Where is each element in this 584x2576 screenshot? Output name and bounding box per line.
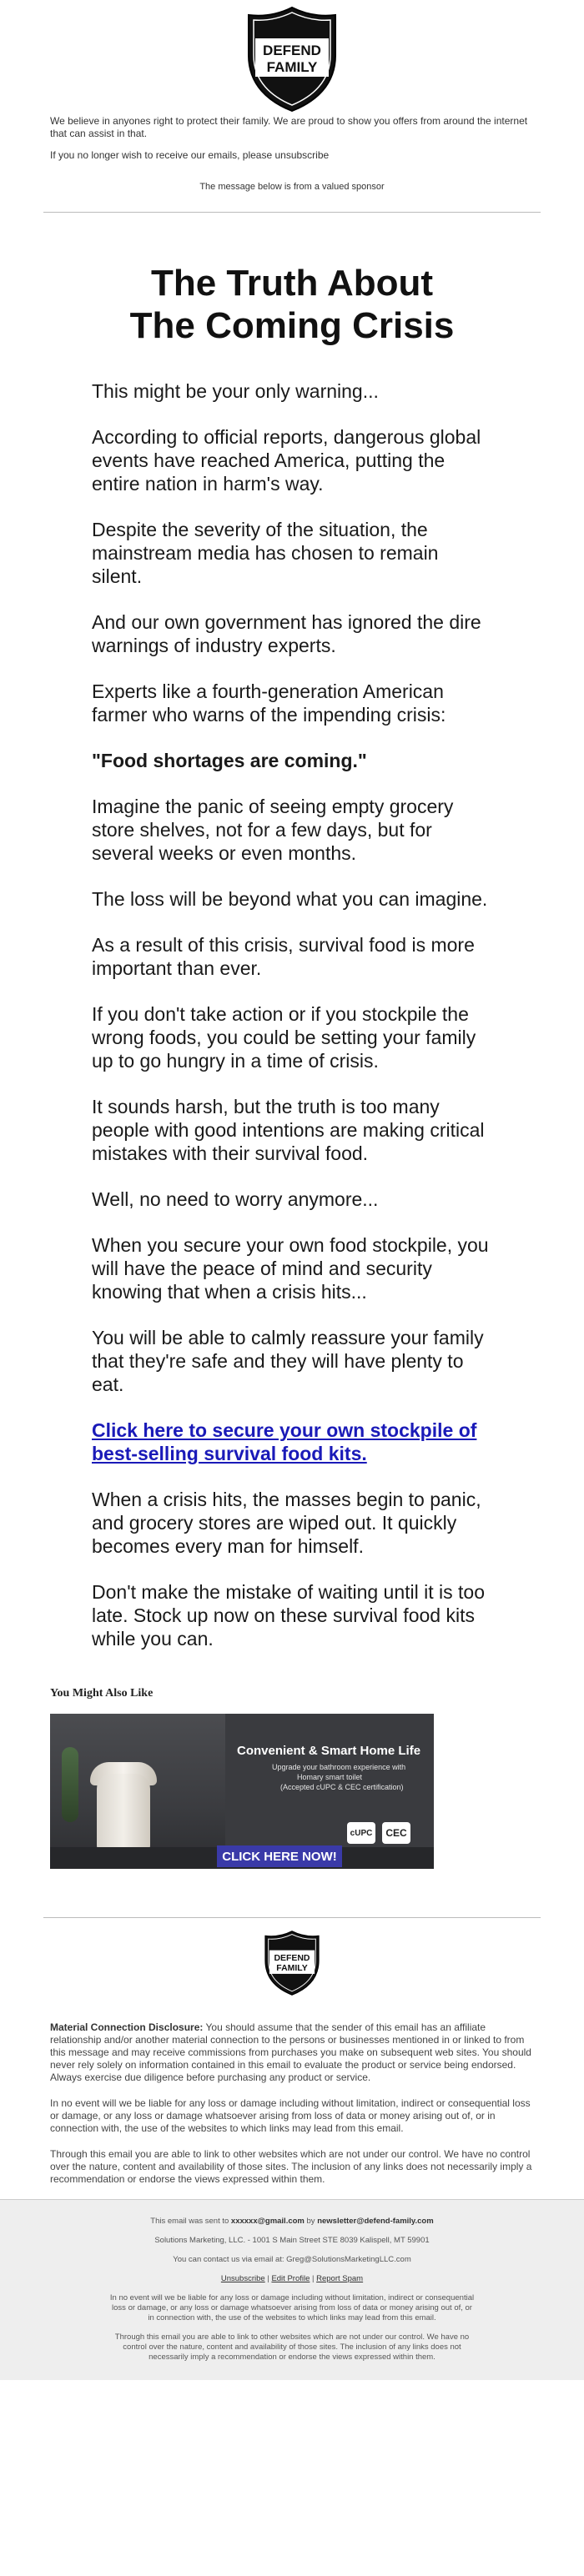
cta-link[interactable]: Click here to secure your own stockpile of best-selling survival food kits. <box>92 1419 477 1464</box>
title-line-2: The Coming Crisis <box>129 305 455 346</box>
sent-by: by <box>306 2217 315 2226</box>
cta-paragraph <box>92 1419 492 1465</box>
cupc-badge-icon: cUPC <box>347 1822 375 1844</box>
recipient-email: xxxxxx@gmail.com <box>230 2217 305 2226</box>
disclosure-text: You should assume that the sender of this email has an affiliate relationship and/or another material connection to the persons or businesses mentioned in or linked to from this message and may receive commissions from purchases you make on subsequent web sites. You should never rely solely on information contained in this email to evaluate the product or service being endorsed. Always exercise due diligence before purchasing any product or service. <box>50 2021 531 2083</box>
article-paragraph: You will be able to calmly reassure your family that they're safe and they will have plenty to eat. <box>92 1327 484 1395</box>
article-paragraph: As a result of this crisis, survival food is more important than ever. <box>92 934 475 979</box>
article-paragraph: Don't make the mistake of waiting until it is too late. Stock up now on these survival food kits while you can. <box>92 1581 485 1650</box>
external-links-text: Through this email you are able to link to other websites which are not under our control. We have no control over the nature, content and availability of those sites. The inclusion of any links does not necessarily imply a recommendation or endorse the views expressed within them. <box>50 2148 532 2185</box>
header-logo <box>0 0 584 115</box>
article-paragraph: Imagine the panic of seeing empty grocery store shelves, not for a few days, but for several weeks or even months. <box>92 796 454 864</box>
article-paragraph: The loss will be beyond what you can imagine. <box>92 888 488 910</box>
logo-text-top: DEFEND <box>274 1953 310 1963</box>
sponsored-ad-banner[interactable] <box>50 1714 434 1869</box>
links-small: Through this email you are able to link to other websites which are not under our control. We have no control over the nature, content and availability of those sites. The inclusion of any links does not necessarily imply a recommendation or endorse the views expressed within them. <box>114 2332 470 2362</box>
ad-click-here-button[interactable]: CLICK HERE NOW! <box>217 1845 342 1867</box>
disclosure-section <box>0 2021 584 2186</box>
sent-prefix: This email was sent to <box>150 2217 229 2226</box>
ad-headline: Convenient & Smart Home Life <box>237 1744 421 1758</box>
separator: | <box>267 2274 269 2283</box>
article-paragraph: Despite the severity of the situation, the mainstream media has chosen to remain silent. <box>92 519 439 587</box>
toilet-base <box>97 1774 150 1854</box>
sponsor-note: The message below is from a valued sponsor <box>199 182 385 192</box>
intro-line: We believe in anyones right to protect their family. We are proud to show you offers from around the internet that can assist in that. <box>50 115 528 139</box>
shield-logo-icon <box>262 1930 322 1996</box>
separator: | <box>312 2274 315 2283</box>
divider <box>43 1917 541 1918</box>
report-spam-link[interactable]: Report Spam <box>316 2274 364 2283</box>
liability-small: In no event will we be liable for any loss or damage including without limitation, indirect or consequential loss or damage, or any loss or damage whatsoever arising from loss of data or money arising out of, or in connection with, the use of the websites to which links may lead from this email. <box>109 2293 475 2322</box>
plant-icon <box>62 1747 78 1822</box>
unsubscribe-line <box>50 149 534 162</box>
article-paragraph: This might be your only warning... <box>92 380 379 402</box>
logo-text-bottom: FAMILY <box>276 1964 308 1974</box>
divider <box>43 212 541 213</box>
cec-badge-icon: CEC <box>382 1822 410 1844</box>
article-paragraph: And our own government has ignored the dire warnings of industry experts. <box>92 611 481 656</box>
logo-text-bottom: FAMILY <box>266 59 318 75</box>
footer-unsubscribe-link[interactable]: Unsubscribe <box>220 2274 265 2283</box>
article-body <box>0 379 584 1650</box>
footer-logo <box>0 1930 584 1996</box>
article-paragraph: It sounds harsh, but the truth is too many people with good intentions are making critical mistakes with their survival food. <box>92 1096 485 1164</box>
footer-links <box>108 2274 476 2284</box>
footer-bar <box>0 2199 584 2380</box>
article-title <box>0 262 584 347</box>
unsubscribe-prefix: If you no longer wish to receive our emails, please <box>50 149 273 161</box>
ad-subline-2: Homary smart toilet <box>297 1773 363 1781</box>
unsubscribe-link[interactable]: unsubscribe <box>274 149 330 161</box>
article-paragraph: If you don't take action or if you stockpile the wrong foods, you could be setting your family up to go hungry in a time of crisis. <box>92 1003 476 1072</box>
sent-to-line <box>108 2217 476 2227</box>
intro-text <box>0 115 584 162</box>
article-paragraph: When a crisis hits, the masses begin to panic, and grocery stores are wiped out. It quickly becomes every man for himself. <box>92 1489 481 1557</box>
ad-subline-3: (Accepted cUPC & CEC certification) <box>280 1783 404 1791</box>
disclosure-label: Material Connection Disclosure: <box>50 2021 204 2033</box>
title-line-1: The Truth About <box>150 263 434 304</box>
article-paragraph: When you secure your own food stockpile, you will have the peace of mind and security knowing that when a crisis hits... <box>92 1234 489 1303</box>
shield-logo-icon <box>244 5 340 113</box>
article-quote: "Food shortages are coming." <box>92 750 367 771</box>
material-disclosure <box>50 2021 534 2084</box>
article-paragraph: According to official reports, dangerous global events have reached America, putting the entire nation in harm's way. <box>92 426 481 495</box>
edit-profile-link[interactable]: Edit Profile <box>271 2274 310 2283</box>
logo-text-top: DEFEND <box>263 43 321 58</box>
liability-text: In no event will we be liable for any loss or damage including without limitation, indirect or consequential loss or damage, or any loss or damage whatsoever arising from loss of data or money arising out of, or in connection with, the use of the websites to which links may lead from this email. <box>50 2097 531 2134</box>
ad-subline-1: Upgrade your bathroom experience with <box>272 1763 406 1771</box>
contact-line: You can contact us via email at: Greg@SolutionsMarketingLLC.com <box>173 2255 411 2264</box>
you-might-also-like-title: You Might Also Like <box>50 1687 154 1700</box>
article-paragraph: Well, no need to worry anymore... <box>92 1188 379 1210</box>
article-paragraph: Experts like a fourth-generation American farmer who warns of the impending crisis: <box>92 680 446 726</box>
company-address: Solutions Marketing, LLC. - 1001 S Main Street STE 8039 Kalispell, MT 59901 <box>154 2236 430 2245</box>
sender-email: newsletter@defend-family.com <box>317 2217 434 2226</box>
